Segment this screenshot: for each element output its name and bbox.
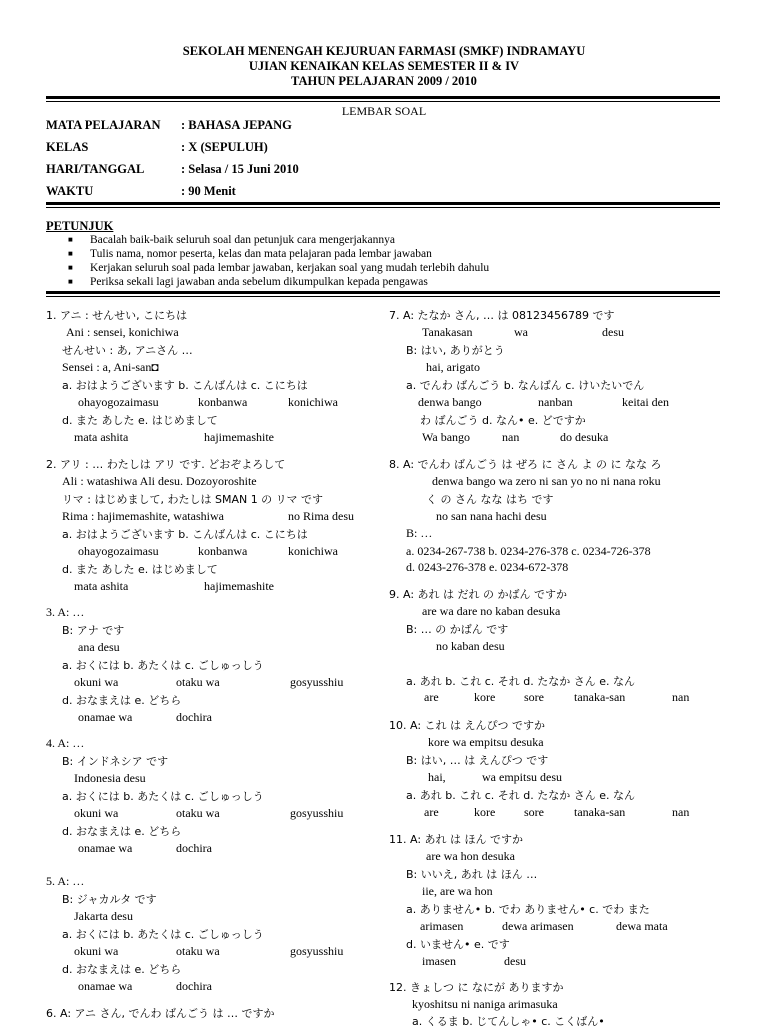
question-line: desu <box>602 325 624 339</box>
question-line: く の さん なな はち です <box>426 493 554 506</box>
question-line: desu <box>504 954 526 968</box>
question-line: no kaban desu <box>436 639 505 653</box>
info-value-date: : Selasa / 15 Juni 2010 <box>181 162 299 176</box>
question-line: wa empitsu desu <box>482 770 562 784</box>
question-line: nanban <box>538 395 573 409</box>
question-line: Wa bango <box>422 430 471 444</box>
info-label-date: HARI/TANGGAL <box>46 162 145 176</box>
question-line: 3. A: … <box>46 605 85 619</box>
question-line: 7. A: たなか さん, … は 08123456789 です <box>389 309 615 322</box>
question-line: a. おくには b. あたくは c. ごしゅっしう <box>62 790 264 803</box>
question-line: a. あれ b. これ c. それ d. たなか さん e. なん <box>406 675 635 688</box>
questions-rule-thin <box>46 296 720 297</box>
question-line: nan <box>672 690 690 704</box>
question-line: 2. アリ : … わたしは アリ です. どおぞよろして <box>46 458 286 471</box>
question-line: dochira <box>176 841 212 855</box>
question-line: ohayogozaimasu <box>78 544 159 558</box>
question-line: gosyusshiu <box>290 944 344 958</box>
mid-rule-thick <box>46 202 720 205</box>
instruction-item <box>68 234 395 246</box>
top-rule-thin <box>46 101 720 102</box>
question-line: Ani : sensei, konichiwa <box>66 325 179 339</box>
question-line: onamae wa <box>78 710 133 724</box>
question-line: hajimemashite <box>204 430 274 444</box>
question-line: iie, are wa hon <box>422 884 493 898</box>
question-line: denwa bango wa zero ni san yo no ni nana roku <box>432 474 661 488</box>
question-line: Jakarta desu <box>74 909 133 923</box>
instructions-title: PETUNJUK <box>46 219 114 233</box>
question-line: a. おはようございます b. こんばんは c. こにちは <box>62 528 308 541</box>
question-line: are <box>424 805 439 819</box>
question-line: d. 0243-276-378 e. 0234-672-378 <box>406 560 569 574</box>
question-line: d. おなまえは e. どちら <box>62 825 182 838</box>
question-line: no san nana hachi desu <box>436 509 547 523</box>
question-line: keitai den <box>622 395 669 409</box>
instruction-item <box>68 248 432 260</box>
question-line: imasen <box>422 954 456 968</box>
question-line: mata ashita <box>74 430 129 444</box>
question-line: d. また あした e. はじめまして <box>62 563 218 576</box>
question-line: hai, <box>428 770 446 784</box>
question-line: nan <box>672 805 690 819</box>
question-line: ohayogozaimasu <box>78 395 159 409</box>
instruction-text: Kerjakan seluruh soal pada lembar jawaban, kerjakan soal yang mudah terlebih dahulu <box>90 262 490 274</box>
question-line: denwa bango <box>418 395 482 409</box>
question-line: 8. A: でんわ ばんごう は ぜろ に さん よ の に なな ろ <box>389 458 662 471</box>
bullet-icon: ■ <box>68 263 73 272</box>
info-value-class: : X (SEPULUH) <box>181 140 268 154</box>
top-rule-thick <box>46 96 720 99</box>
question-line: B: いいえ, あれ は ほん … <box>406 868 538 881</box>
mid-rule-thin <box>46 207 720 208</box>
question-line: okuni wa <box>74 806 119 820</box>
question-line: otaku wa <box>176 675 220 689</box>
question-line: B: … の かばん です <box>406 623 509 636</box>
question-line: d. また あした e. はじめまして <box>62 414 218 427</box>
question-line: no Rima desu <box>288 509 354 523</box>
question-line: dochira <box>176 710 212 724</box>
instruction-text: Tulis nama, nomor peserta, kelas dan mata pelajaran pada lembar jawaban <box>90 248 432 260</box>
question-line: konichiwa <box>288 544 338 558</box>
question-line: a. でんわ ばんごう b. なんばん c. けいたいでん <box>406 379 645 392</box>
bullet-icon: ■ <box>68 277 73 286</box>
question-line: B: アナ です <box>62 624 125 637</box>
question-line: B: インドネシア です <box>62 755 169 768</box>
question-line: a. 0234-267-738 b. 0234-276-378 c. 0234-726-378 <box>406 544 651 558</box>
question-line: わ ばんごう d. なん• e. どですか <box>420 414 586 427</box>
question-line: d. いません• e. です <box>406 938 510 951</box>
school-name: SEKOLAH MENENGAH KEJURUAN FARMASI (SMKF) INDRAMAYU <box>182 44 586 58</box>
question-line: 4. A: … <box>46 736 85 750</box>
question-line: konbanwa <box>198 544 248 558</box>
sheet-title: LEMBAR SOAL <box>341 104 427 118</box>
question-line: B: はい, ありがとう <box>406 344 505 357</box>
question-line: wa <box>514 325 528 339</box>
question-line: B: はい, … は えんぴつ です <box>406 754 549 767</box>
bullet-icon: ■ <box>68 235 73 244</box>
question-line: are wa dare no kaban desuka <box>422 604 561 618</box>
question-line: nan <box>502 430 520 444</box>
question-line: okuni wa <box>74 675 119 689</box>
question-line: a. おくには b. あたくは c. ごしゅっしう <box>62 659 264 672</box>
question-line: arimasen <box>420 919 464 933</box>
question-line: 6. A: アニ さん, でんわ ばんごう は … ですか <box>46 1007 275 1020</box>
question-line: 10. A: これ は えんぴつ ですか <box>389 719 546 732</box>
question-line: Rima : hajimemashite, watashiwa <box>62 509 224 523</box>
info-label-subject: MATA PELAJARAN <box>46 118 161 132</box>
question-line: Ali : watashiwa Ali desu. Dozoyoroshite <box>62 474 257 488</box>
instruction-item <box>68 262 489 274</box>
question-line: dewa mata <box>616 919 668 933</box>
question-line: 1. アニ : せんせい, こにちは <box>46 309 188 322</box>
question-line: okuni wa <box>74 944 119 958</box>
question-line: a. ありません• b. でわ ありません• c. でわ また <box>406 903 650 916</box>
exam-name: UJIAN KENAIKAN KELAS SEMESTER II & IV <box>248 59 520 73</box>
question-line: konbanwa <box>198 395 248 409</box>
question-line: are wa hon desuka <box>426 849 515 863</box>
question-line: gosyusshiu <box>290 806 344 820</box>
question-line: dochira <box>176 979 212 993</box>
questions-rule-thick <box>46 291 720 294</box>
question-line: d. おなまえは e. どちら <box>62 694 182 707</box>
question-line: a. おくには b. あたくは c. ごしゅっしう <box>62 928 264 941</box>
question-line: kyoshitsu ni naniga arimasuka <box>412 997 558 1011</box>
info-label-class: KELAS <box>46 140 89 154</box>
question-line: Indonesia desu <box>74 771 146 785</box>
question-line: otaku wa <box>176 806 220 820</box>
academic-year: TAHUN PELAJARAN 2009 / 2010 <box>291 74 477 88</box>
question-line: 11. A: あれ は ほん ですか <box>389 833 524 846</box>
question-line: otaku wa <box>176 944 220 958</box>
question-line: リマ : はじめまして, わたしは SMAN 1 の リマ です <box>62 493 323 506</box>
instruction-text: Periksa sekali lagi jawaban anda sebelum dikumpulkan kepada pengawas <box>90 276 428 288</box>
bullet-icon: ■ <box>68 249 73 258</box>
question-line: tanaka-san <box>574 805 626 819</box>
question-line: hajimemashite <box>204 579 274 593</box>
question-line: B: … <box>406 526 433 540</box>
question-line: dewa arimasen <box>502 919 574 933</box>
question-line: a. おはようございます b. こんばんは c. こにちは <box>62 379 308 392</box>
question-line: kore wa empitsu desuka <box>428 735 544 749</box>
question-line: a. あれ b. これ c. それ d. たなか さん e. なん <box>406 789 635 802</box>
instruction-item <box>68 276 428 288</box>
question-line: a. くるま b. じてんしゃ• c. こくばん• <box>412 1015 605 1028</box>
question-line: 9. A: あれ は だれ の かばん ですか <box>389 588 568 601</box>
question-line: せんせい : あ, アニさん … <box>62 344 193 357</box>
question-line: hai, arigato <box>426 360 480 374</box>
question-line: 5. A: … <box>46 874 85 888</box>
question-line: d. おなまえは e. どちら <box>62 963 182 976</box>
question-line: tanaka-san <box>574 690 626 704</box>
question-line: Tanakasan <box>422 325 473 339</box>
info-value-time: : 90 Menit <box>181 184 236 198</box>
question-line: sore <box>524 690 544 704</box>
question-line: Sensei : a, Ani-san◘ <box>62 360 159 374</box>
question-line: kore <box>474 690 496 704</box>
question-line: are <box>424 690 439 704</box>
question-line: konichiwa <box>288 395 338 409</box>
question-line: 12. きょしつ に なにが ありますか <box>389 981 564 994</box>
question-line: kore <box>474 805 496 819</box>
question-line: B: ジャカルタ です <box>62 893 157 906</box>
info-label-time: WAKTU <box>46 184 94 198</box>
question-line: ana desu <box>78 640 120 654</box>
instruction-text: Bacalah baik-baik seluruh soal dan petunjuk cara mengerjakannya <box>90 234 395 246</box>
question-line: do desuka <box>560 430 609 444</box>
question-line: sore <box>524 805 544 819</box>
question-line: onamae wa <box>78 979 133 993</box>
question-line: onamae wa <box>78 841 133 855</box>
info-value-subject: : BAHASA JEPANG <box>181 118 292 132</box>
question-line: mata ashita <box>74 579 129 593</box>
question-line: gosyusshiu <box>290 675 344 689</box>
